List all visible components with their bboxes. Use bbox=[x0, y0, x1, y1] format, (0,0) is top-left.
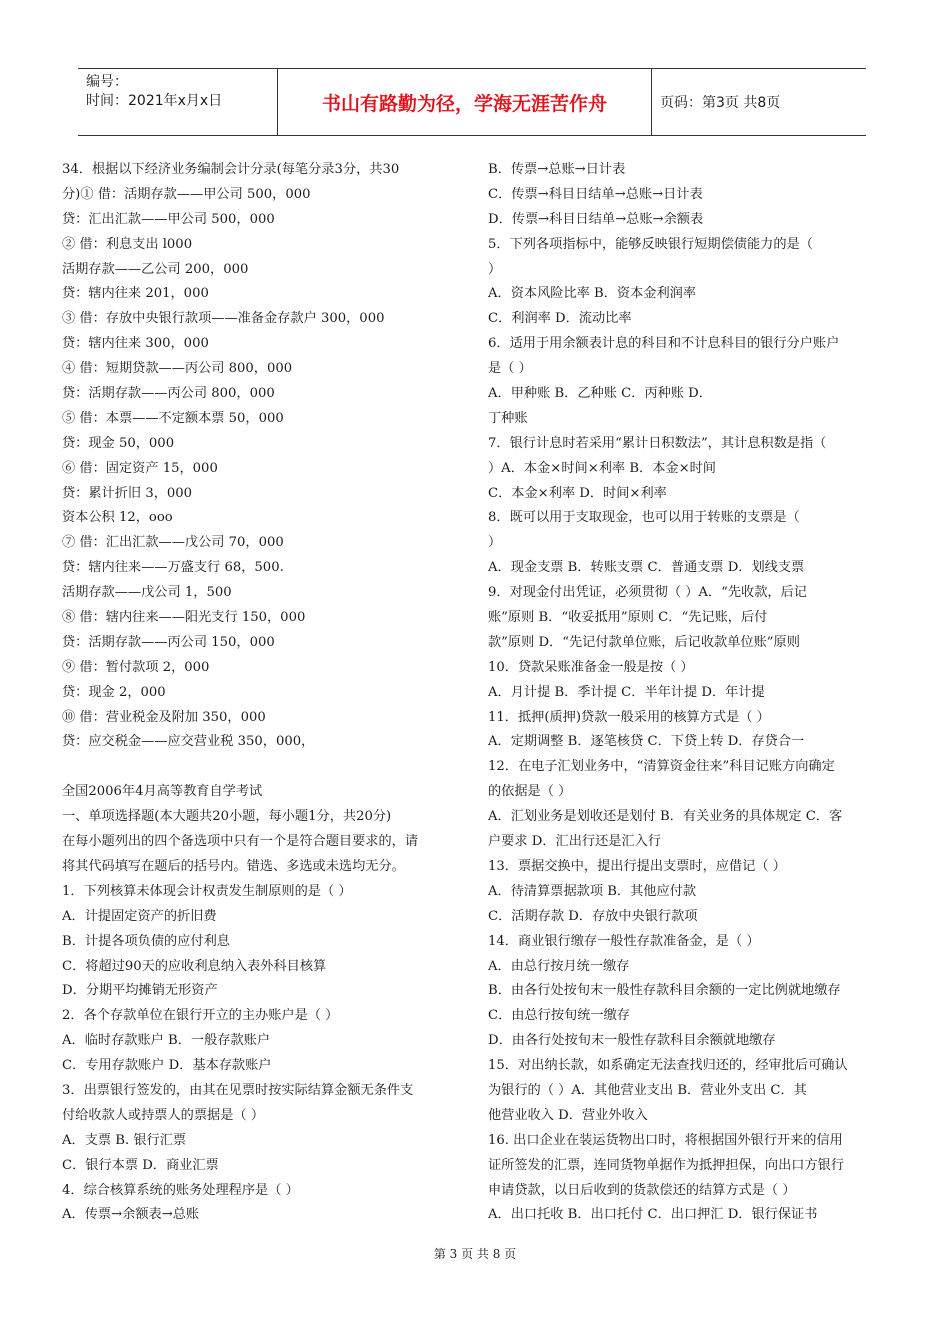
header-number-label: 编号： bbox=[86, 74, 128, 90]
text-line: 的依据是（ ） bbox=[488, 784, 572, 800]
text-line: 15．对出纳长款，如系确定无法查找归还的，经审批后可确认 bbox=[488, 1058, 848, 1074]
text-line: 34．根据以下经济业务编制会计分录(每笔分录3分，共30 bbox=[62, 162, 400, 177]
text-line: ⑩ 借：营业税金及附加 350，000 bbox=[62, 709, 266, 725]
text-line: 证所签发的汇票，连同货物单据作为抵押担保，向出口方银行 bbox=[488, 1157, 845, 1173]
text-line: 贷：累计折旧 3，000 bbox=[62, 485, 193, 501]
page-header bbox=[78, 68, 866, 136]
text-line: 贷：辖内往来 300，000 bbox=[62, 336, 209, 352]
text-line: 贷：辖内往来——万盛支行 68，500. bbox=[62, 560, 284, 576]
text-line: 16. 出口企业在装运货物出口时，将根据国外银行开来的信用 bbox=[488, 1132, 843, 1148]
text-line: D．分期平均摊销无形资产 bbox=[62, 983, 218, 999]
text-line: ⑥ 借：固定资产 15，000 bbox=[62, 460, 218, 476]
text-line: A．由总行按月统一缴存 bbox=[488, 958, 630, 974]
text-line: A．资本风险比率 B．资本金利润率 bbox=[488, 286, 697, 302]
text-line: ③ 借：存放中央银行款项——准备金存款户 300，000 bbox=[62, 311, 385, 327]
text-line: C．将超过90天的应收利息纳入表外科目核算 bbox=[62, 958, 327, 974]
left-column bbox=[62, 158, 462, 1228]
text-line: 在每小题列出的四个备选项中只有一个是符合题目要求的，请 bbox=[62, 834, 419, 850]
page-footer bbox=[0, 1245, 950, 1262]
text-line: 5．下列各项指标中，能够反映银行短期偿债能力的是（ bbox=[488, 236, 813, 252]
footer-page-text: 第 3 页 共 8 页 bbox=[433, 1247, 517, 1261]
text-line: 贷：现金 2，000 bbox=[62, 684, 166, 700]
text-line: D．由各行处按旬末一般性存款科目余额就地缴存 bbox=[488, 1033, 776, 1049]
text-line: A．月计提 B．季计提 C．半年计提 D．年计提 bbox=[488, 684, 765, 700]
text-line: 活期存款——乙公司 200，000 bbox=[62, 261, 249, 277]
text-line: 6．适用于用余额表计息的科目和不计息科目的银行分户账户 bbox=[488, 336, 840, 352]
text-line: ）A．本金×时间×利率 B．本金×时间 bbox=[488, 460, 716, 476]
text-line: 贷：活期存款——丙公司 800，000 bbox=[62, 386, 275, 402]
text-line: 13．票据交换中，提出行提出支票时，应借记（ ） bbox=[488, 858, 786, 874]
text-line: 7．银行计息时若采用“累计日积数法”，其计息积数是指（ bbox=[488, 435, 827, 451]
text-line: 款”原则 D．“先记付款单位账，后记收款单位账”原则 bbox=[488, 634, 800, 650]
text-line: 他营业收入 D．营业外收入 bbox=[488, 1107, 648, 1123]
text-line: 贷：应交税金——应交营业税 350，000， bbox=[62, 734, 315, 750]
text-line: C．银行本票 D．商业汇票 bbox=[62, 1157, 219, 1173]
text-line: 8．既可以用于支取现金，也可以用于转账的支票是（ bbox=[488, 510, 800, 526]
text-line: 全国2006年4月高等教育自学考试 bbox=[62, 784, 263, 800]
text-line: 贷：汇出汇款——甲公司 500，000 bbox=[62, 211, 275, 227]
text-line: 14．商业银行缴存一般性存款准备金，是（ ） bbox=[488, 933, 760, 949]
text-line: ⑨ 借：暂付款项 2，000 bbox=[62, 659, 210, 675]
text-line: A．计提固定资产的折旧费 bbox=[62, 908, 217, 924]
text-line: ⑧ 借：辖内往来——阳光支行 150，000 bbox=[62, 610, 306, 626]
text-line: 贷：现金 50，000 bbox=[62, 435, 175, 451]
text-line: A．待清算票据款项 B．其他应付款 bbox=[488, 883, 697, 899]
text-line: 10．贷款呆账准备金一般是按（ ） bbox=[488, 659, 694, 675]
text-line: 户要求 D．汇出行还是汇入行 bbox=[488, 834, 662, 850]
text-line: C．本金×利率 D．时间×利率 bbox=[488, 485, 667, 501]
text-line: 活期存款——戊公司 1，500 bbox=[62, 585, 232, 601]
text-line: A．定期调整 B．逐笔核贷 C．下贷上转 D．存贷合一 bbox=[488, 734, 805, 750]
text-line: ④ 借：短期贷款——丙公司 800，000 bbox=[62, 361, 293, 377]
text-line: 3．出票银行签发的，由其在见票时按实际结算金额无条件支 bbox=[62, 1082, 414, 1098]
text-line: A．甲种账 B．乙种账 C．丙种账 D． bbox=[488, 386, 712, 402]
text-line: C．由总行按旬统一缴存 bbox=[488, 1008, 630, 1024]
text-line bbox=[62, 755, 462, 780]
text-line: A．临时存款账户 B．一般存款账户 bbox=[62, 1033, 271, 1049]
text-line: 账”原则 B．“收妥抵用”原则 C．“先记账，后付 bbox=[488, 610, 768, 626]
header-meta bbox=[78, 69, 278, 135]
text-line: ⑦ 借：汇出汇款——戊公司 70，000 bbox=[62, 535, 284, 551]
text-line: C．活期存款 D．存放中央银行款项 bbox=[488, 908, 698, 924]
text-line: ） bbox=[488, 535, 502, 551]
text-line: C．专用存款账户 D．基本存款账户 bbox=[62, 1058, 272, 1074]
text-line: 2．各个存款单位在银行开立的主办账户是（ ） bbox=[62, 1008, 339, 1024]
text-line: C．传票→科目日结单→总账→日计表 bbox=[488, 186, 703, 202]
text-line: 4．综合核算系统的账务处理程序是（ ） bbox=[62, 1182, 299, 1198]
text-line: 9．对现金付出凭证，必须贯彻（ ）A．“先收款，后记 bbox=[488, 585, 807, 601]
text-line: 付给收款人或持票人的票据是（ ） bbox=[62, 1107, 265, 1123]
text-line: A．支票 B. 银行汇票 bbox=[62, 1132, 187, 1148]
text-line: A．传票→余额表→总账 bbox=[62, 1207, 200, 1223]
text-line: B．传票→总账→日计表 bbox=[488, 162, 626, 177]
header-time-label: 时间：2021年x月x日 bbox=[86, 93, 223, 109]
text-line: 贷：活期存款——丙公司 150，000 bbox=[62, 634, 275, 650]
text-line: A．出口托收 B．出口托付 C．出口押汇 D．银行保证书 bbox=[488, 1207, 818, 1223]
text-line: 为银行的（ ）A．其他营业支出 B．营业外支出 C．其 bbox=[488, 1082, 807, 1098]
text-line: A．现金支票 B．转账支票 C．普通支票 D．划线支票 bbox=[488, 560, 805, 576]
text-line: C．利润率 D．流动比率 bbox=[488, 311, 632, 327]
text-line: ） bbox=[488, 261, 502, 277]
header-page-info: 页码：第3页 共8页 bbox=[660, 95, 781, 111]
text-line: 贷：辖内往来 201，000 bbox=[62, 286, 209, 302]
text-line: 分)① 借：活期存款——甲公司 500，000 bbox=[62, 186, 311, 202]
text-line: 资本公积 12，ooo bbox=[62, 510, 173, 526]
text-line: ⑤ 借：本票——不定额本票 50，000 bbox=[62, 410, 284, 426]
text-line: ② 借：利息支出 l000 bbox=[62, 236, 193, 252]
right-column bbox=[488, 158, 888, 1228]
text-line: D．传票→科目日结单→总账→余额表 bbox=[488, 211, 704, 227]
text-line: 将其代码填写在题后的括号内。错选、多选或未选均无分。 bbox=[62, 858, 405, 874]
text-line: B．由各行处按旬末一般性存款科目余额的一定比例就地缴存 bbox=[488, 983, 841, 999]
text-line: 申请贷款，以日后收到的货款偿还的结算方式是（ ） bbox=[488, 1182, 796, 1198]
text-line: 丁种账 bbox=[488, 410, 528, 426]
text-line: B．计提各项负债的应付利息 bbox=[62, 933, 230, 949]
text-line: A．汇划业务是划收还是划付 B．有关业务的具体规定 C．客 bbox=[488, 809, 843, 825]
text-line: 11．抵押(质押)贷款一般采用的核算方式是（ ） bbox=[488, 709, 770, 725]
text-line: 一、单项选择题(本大题共20小题，每小题1分，共20分) bbox=[62, 809, 392, 825]
text-line: 是（ ） bbox=[488, 361, 532, 377]
header-motto: 书山有路勤为径，学海无涯苦作舟 bbox=[278, 69, 652, 135]
text-line: 1．下列核算未体现会计权责发生制原则的是（ ） bbox=[62, 883, 352, 899]
text-line: 12．在电子汇划业务中，“清算资金往来”科目记账方向确定 bbox=[488, 759, 835, 775]
